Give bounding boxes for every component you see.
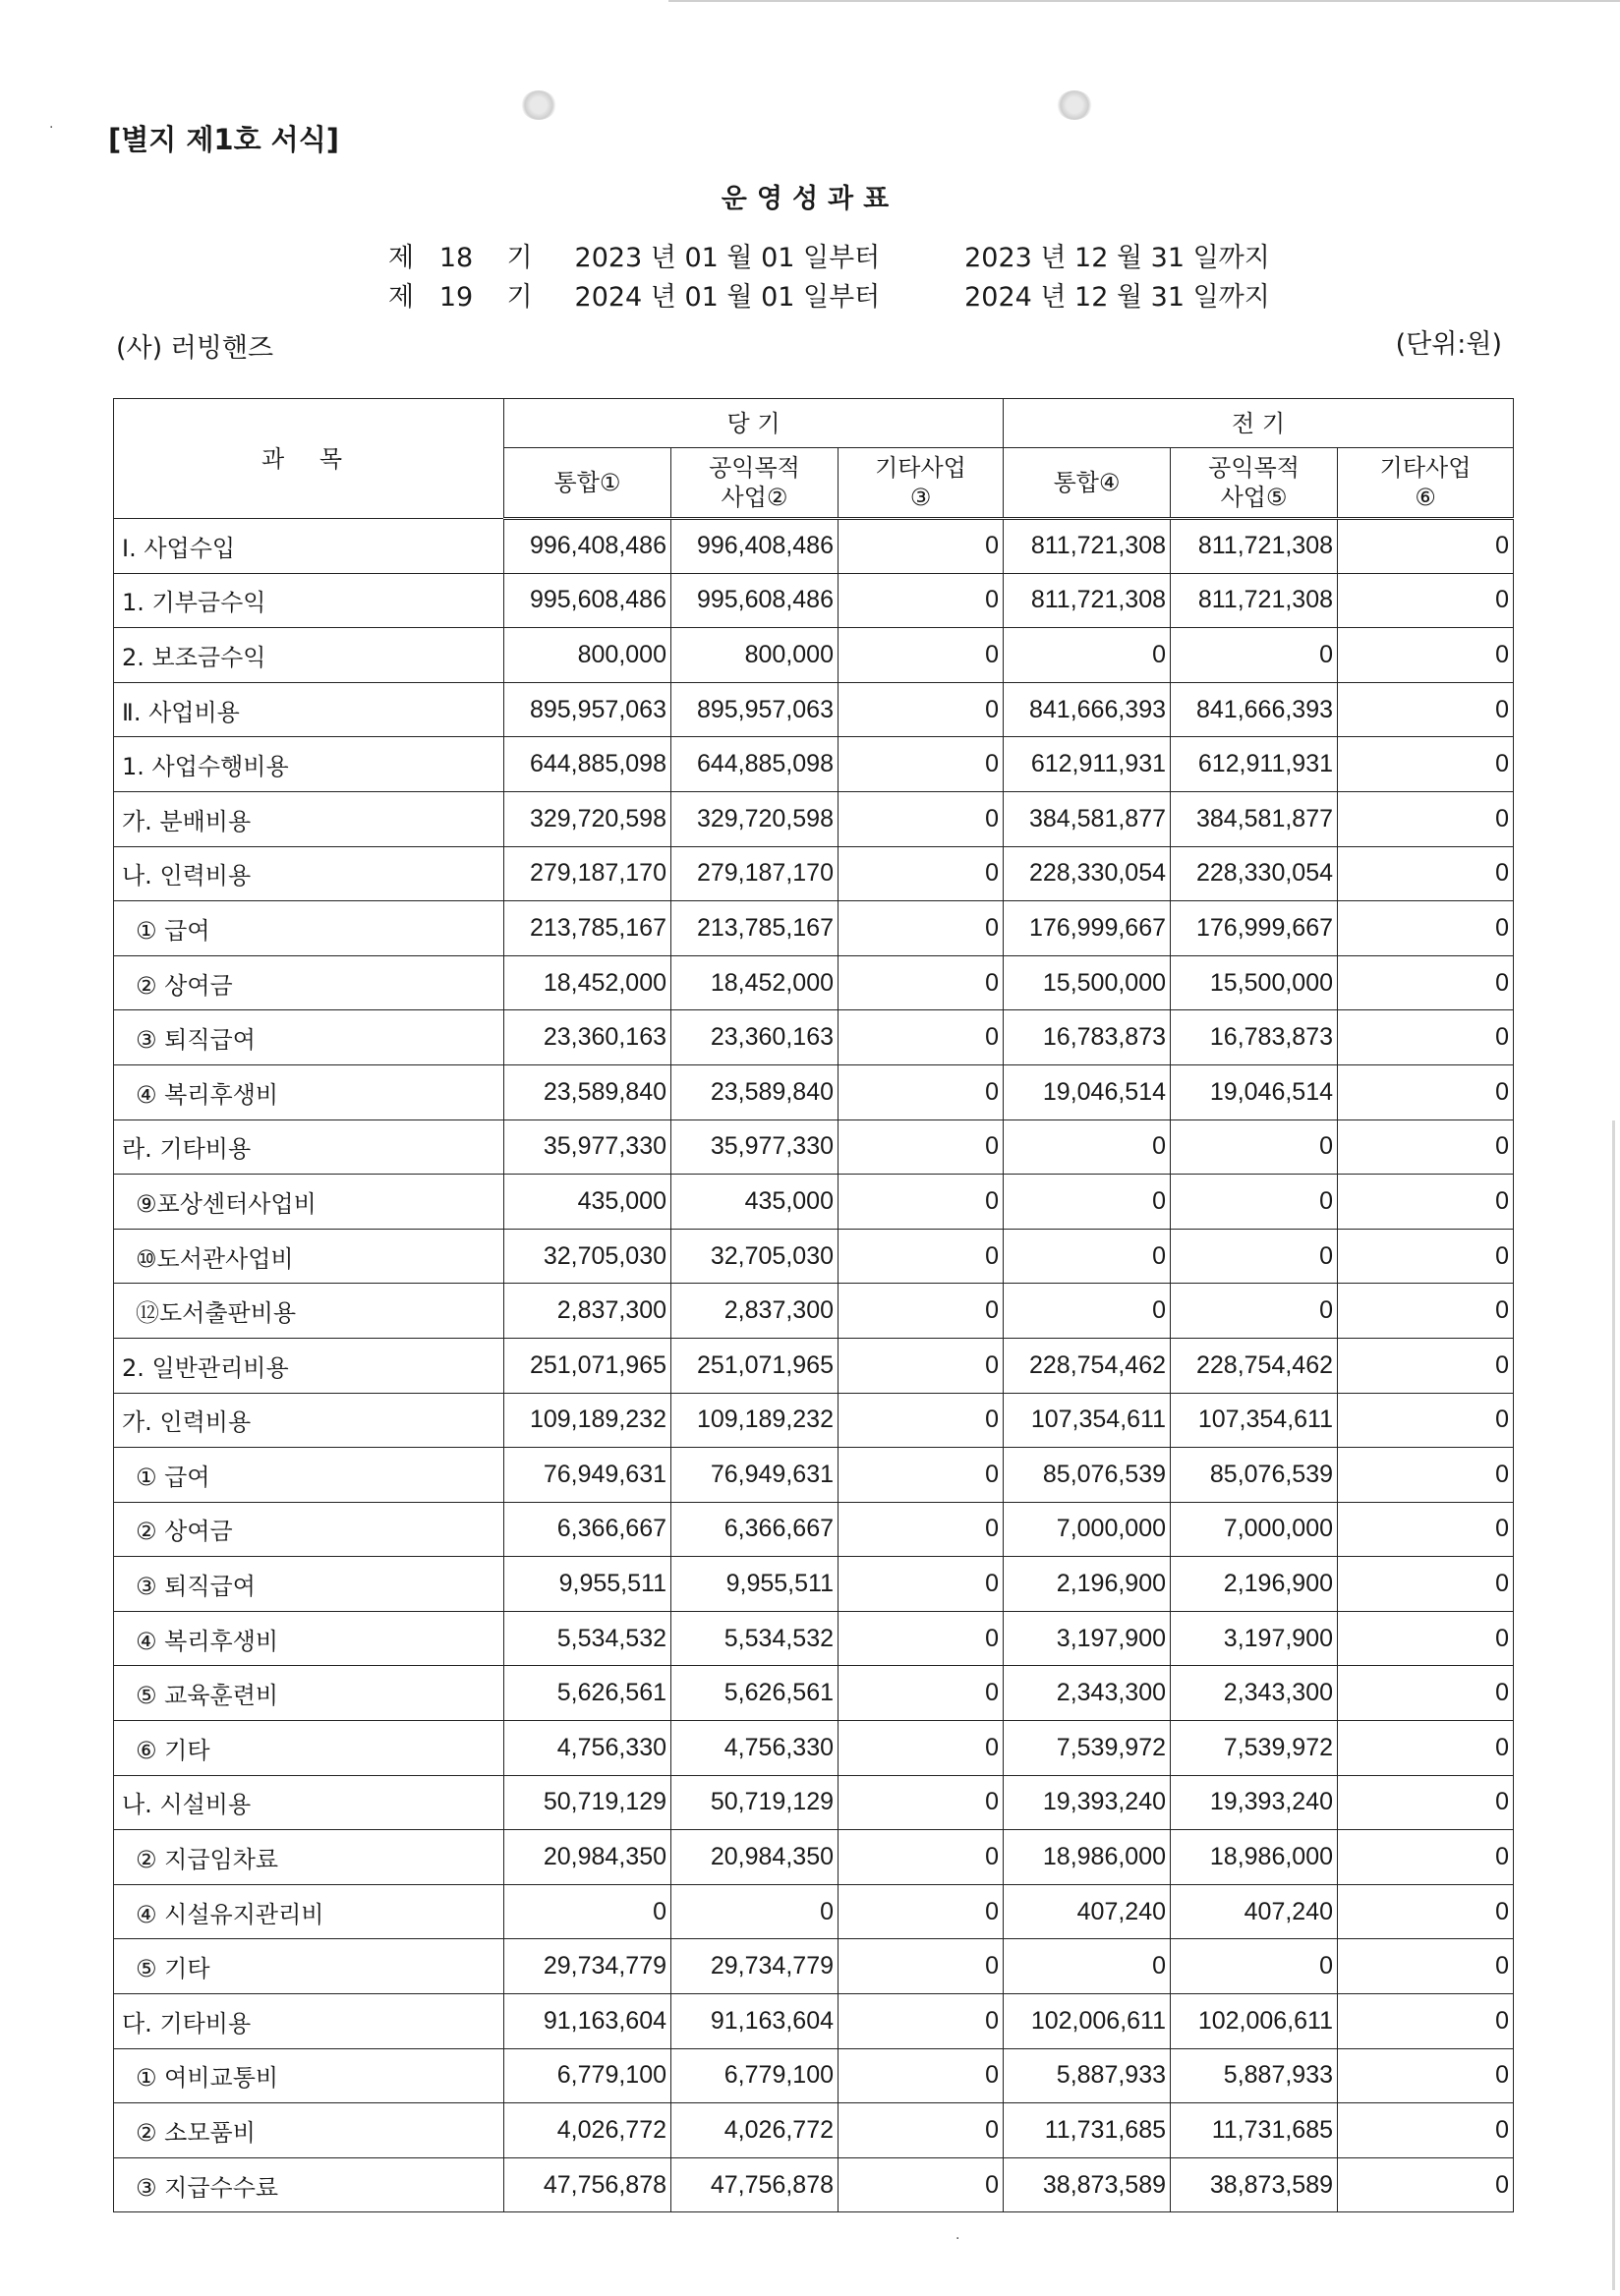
row-item-label: ① 급여 — [114, 1448, 504, 1503]
table-row — [114, 955, 1514, 1010]
row-value-col-6: 0 — [1338, 1064, 1514, 1119]
row-value-col-6: 0 — [1338, 1830, 1514, 1885]
row-value-col-6: 0 — [1338, 1666, 1514, 1721]
row-value-col-3: 0 — [839, 1064, 1004, 1119]
row-value-col-2: 9,955,511 — [671, 1557, 839, 1612]
row-value-col-1: 4,026,772 — [504, 2103, 671, 2158]
row-value-col-6: 0 — [1338, 1284, 1514, 1339]
row-value-col-3: 0 — [839, 737, 1004, 792]
row-item-label: ① 여비교통비 — [114, 2048, 504, 2103]
row-value-col-6: 0 — [1338, 846, 1514, 901]
row-value-col-6: 0 — [1338, 1448, 1514, 1503]
header-column-2: 공익목적 사업② — [671, 448, 839, 519]
row-value-col-2: 32,705,030 — [671, 1229, 839, 1284]
table-row — [114, 1064, 1514, 1119]
row-value-col-2: 6,779,100 — [671, 2048, 839, 2103]
row-value-col-5: 2,343,300 — [1171, 1666, 1338, 1721]
row-item-label: ② 상여금 — [114, 1502, 504, 1557]
row-value-col-3: 0 — [839, 2103, 1004, 2158]
row-value-col-1: 32,705,030 — [504, 1229, 671, 1284]
row-value-col-4: 841,666,393 — [1004, 682, 1171, 737]
row-value-col-2: 279,187,170 — [671, 846, 839, 901]
row-value-col-4: 0 — [1004, 628, 1171, 683]
unit-label: (단위:원) — [1395, 329, 1502, 360]
row-value-col-1: 9,955,511 — [504, 1557, 671, 1612]
row-item-label: 나. 인력비용 — [114, 846, 504, 901]
scan-edge — [668, 0, 1620, 18]
row-value-col-1: 35,977,330 — [504, 1119, 671, 1175]
row-value-col-4: 7,000,000 — [1004, 1502, 1171, 1557]
row-value-col-2: 2,837,300 — [671, 1284, 839, 1339]
row-value-col-2: 329,720,598 — [671, 791, 839, 846]
row-value-col-6: 0 — [1338, 2048, 1514, 2103]
row-value-col-4: 407,240 — [1004, 1884, 1171, 1939]
row-value-col-2: 435,000 — [671, 1175, 839, 1230]
row-value-col-5: 85,076,539 — [1171, 1448, 1338, 1503]
period-line-18: 제 18 기 2023 년 01 월 01 일부터 2023 년 12 월 31 일까지 — [388, 243, 1270, 273]
row-item-label: ④ 복리후생비 — [114, 1611, 504, 1666]
row-value-col-1: 995,608,486 — [504, 573, 671, 628]
row-value-col-4: 0 — [1004, 1175, 1171, 1230]
row-value-col-4: 2,343,300 — [1004, 1666, 1171, 1721]
row-value-col-3: 0 — [839, 1119, 1004, 1175]
row-value-col-6: 0 — [1338, 1010, 1514, 1065]
row-value-col-3: 0 — [839, 901, 1004, 956]
row-value-col-5: 0 — [1171, 1939, 1338, 1994]
row-value-col-4: 7,539,972 — [1004, 1721, 1171, 1776]
row-value-col-1: 18,452,000 — [504, 955, 671, 1010]
row-value-col-3: 0 — [839, 2048, 1004, 2103]
row-item-label: ② 소모품비 — [114, 2103, 504, 2158]
row-value-col-3: 0 — [839, 1175, 1004, 1230]
row-item-label: 가. 인력비용 — [114, 1393, 504, 1448]
row-value-col-2: 76,949,631 — [671, 1448, 839, 1503]
table-row — [114, 519, 1514, 574]
row-item-label: 2. 일반관리비용 — [114, 1338, 504, 1393]
table-row — [114, 1666, 1514, 1721]
row-value-col-2: 251,071,965 — [671, 1338, 839, 1393]
row-value-col-1: 0 — [504, 1884, 671, 1939]
row-value-col-6: 0 — [1338, 1229, 1514, 1284]
row-value-col-4: 228,754,462 — [1004, 1338, 1171, 1393]
table-row — [114, 2103, 1514, 2158]
row-value-col-5: 7,000,000 — [1171, 1502, 1338, 1557]
row-value-col-4: 107,354,611 — [1004, 1393, 1171, 1448]
table-row — [114, 1502, 1514, 1557]
row-value-col-4: 0 — [1004, 1119, 1171, 1175]
row-value-col-6: 0 — [1338, 2103, 1514, 2158]
row-value-col-4: 176,999,667 — [1004, 901, 1171, 956]
row-value-col-4: 811,721,308 — [1004, 519, 1171, 574]
row-value-col-2: 29,734,779 — [671, 1939, 839, 1994]
table-row — [114, 1338, 1514, 1393]
row-value-col-5: 16,783,873 — [1171, 1010, 1338, 1065]
row-item-label: 1. 사업수행비용 — [114, 737, 504, 792]
row-value-col-3: 0 — [839, 955, 1004, 1010]
row-value-col-5: 228,754,462 — [1171, 1338, 1338, 1393]
row-value-col-6: 0 — [1338, 1119, 1514, 1175]
row-item-label: Ⅰ. 사업수입 — [114, 519, 504, 574]
row-item-label: ② 지급임차료 — [114, 1830, 504, 1885]
header-column-6: 기타사업 ⑥ — [1338, 448, 1514, 519]
row-value-col-2: 18,452,000 — [671, 955, 839, 1010]
row-value-col-3: 0 — [839, 1393, 1004, 1448]
row-value-col-2: 5,626,561 — [671, 1666, 839, 1721]
row-value-col-3: 0 — [839, 1557, 1004, 1612]
row-item-label: 가. 분배비용 — [114, 791, 504, 846]
row-value-col-3: 0 — [839, 791, 1004, 846]
row-value-col-3: 0 — [839, 2157, 1004, 2212]
row-value-col-4: 811,721,308 — [1004, 573, 1171, 628]
row-value-col-3: 0 — [839, 1448, 1004, 1503]
row-value-col-2: 895,957,063 — [671, 682, 839, 737]
row-item-label: ① 급여 — [114, 901, 504, 956]
row-value-col-6: 0 — [1338, 1393, 1514, 1448]
document-title: 운영성과표 — [721, 184, 899, 214]
header-current-period: 당 기 — [504, 399, 1004, 448]
row-value-col-5: 0 — [1171, 1229, 1338, 1284]
row-value-col-5: 18,986,000 — [1171, 1830, 1338, 1885]
row-value-col-1: 435,000 — [504, 1175, 671, 1230]
row-item-label: ⑨포상센터사업비 — [114, 1175, 504, 1230]
row-item-label: ⑥ 기타 — [114, 1721, 504, 1776]
row-value-col-5: 841,666,393 — [1171, 682, 1338, 737]
row-value-col-6: 0 — [1338, 1557, 1514, 1612]
row-value-col-5: 811,721,308 — [1171, 573, 1338, 628]
row-value-col-4: 0 — [1004, 1939, 1171, 1994]
row-value-col-3: 0 — [839, 1775, 1004, 1830]
row-item-label: ⑤ 교육훈련비 — [114, 1666, 504, 1721]
row-value-col-5: 228,330,054 — [1171, 846, 1338, 901]
row-item-label: Ⅱ. 사업비용 — [114, 682, 504, 737]
row-value-col-4: 38,873,589 — [1004, 2157, 1171, 2212]
row-value-col-1: 644,885,098 — [504, 737, 671, 792]
row-value-col-3: 0 — [839, 682, 1004, 737]
table-row — [114, 737, 1514, 792]
row-value-col-1: 329,720,598 — [504, 791, 671, 846]
row-value-col-4: 3,197,900 — [1004, 1611, 1171, 1666]
row-value-col-6: 0 — [1338, 1775, 1514, 1830]
row-item-label: 1. 기부금수익 — [114, 573, 504, 628]
row-value-col-3: 0 — [839, 1939, 1004, 1994]
row-value-col-1: 6,366,667 — [504, 1502, 671, 1557]
row-value-col-4: 102,006,611 — [1004, 1994, 1171, 2049]
row-value-col-2: 0 — [671, 1884, 839, 1939]
row-value-col-4: 85,076,539 — [1004, 1448, 1171, 1503]
row-item-label: ② 상여금 — [114, 955, 504, 1010]
row-value-col-5: 2,196,900 — [1171, 1557, 1338, 1612]
row-value-col-6: 0 — [1338, 1721, 1514, 1776]
row-value-col-2: 996,408,486 — [671, 519, 839, 574]
row-value-col-4: 11,731,685 — [1004, 2103, 1171, 2158]
row-value-col-1: 50,719,129 — [504, 1775, 671, 1830]
row-value-col-3: 0 — [839, 1502, 1004, 1557]
header-column-5: 공익목적 사업⑤ — [1171, 448, 1338, 519]
header-column-3: 기타사업 ③ — [839, 448, 1004, 519]
row-value-col-3: 0 — [839, 628, 1004, 683]
row-value-col-6: 0 — [1338, 519, 1514, 574]
table-row — [114, 2048, 1514, 2103]
row-value-col-1: 213,785,167 — [504, 901, 671, 956]
row-value-col-3: 0 — [839, 1611, 1004, 1666]
row-value-col-4: 228,330,054 — [1004, 846, 1171, 901]
row-item-label: ③ 지급수수료 — [114, 2157, 504, 2212]
row-item-label: ⑫도서출판비용 — [114, 1284, 504, 1339]
row-value-col-6: 0 — [1338, 682, 1514, 737]
row-item-label: 2. 보조금수익 — [114, 628, 504, 683]
row-value-col-1: 29,734,779 — [504, 1939, 671, 1994]
row-value-col-6: 0 — [1338, 955, 1514, 1010]
row-value-col-6: 0 — [1338, 1611, 1514, 1666]
row-item-label: 나. 시설비용 — [114, 1775, 504, 1830]
table-row — [114, 1119, 1514, 1175]
row-value-col-2: 23,589,840 — [671, 1064, 839, 1119]
row-value-col-5: 19,046,514 — [1171, 1064, 1338, 1119]
table-row — [114, 2157, 1514, 2212]
table-row — [114, 1010, 1514, 1065]
header-prior-period: 전 기 — [1004, 399, 1514, 448]
row-value-col-6: 0 — [1338, 901, 1514, 956]
table-row — [114, 628, 1514, 683]
row-value-col-1: 895,957,063 — [504, 682, 671, 737]
row-value-col-2: 20,984,350 — [671, 1830, 839, 1885]
table-row — [114, 1884, 1514, 1939]
row-value-col-4: 0 — [1004, 1284, 1171, 1339]
row-value-col-3: 0 — [839, 1830, 1004, 1885]
row-value-col-2: 6,366,667 — [671, 1502, 839, 1557]
row-value-col-5: 176,999,667 — [1171, 901, 1338, 956]
row-value-col-3: 0 — [839, 1666, 1004, 1721]
table-row — [114, 1557, 1514, 1612]
row-value-col-4: 612,911,931 — [1004, 737, 1171, 792]
row-value-col-6: 0 — [1338, 791, 1514, 846]
row-value-col-3: 0 — [839, 1229, 1004, 1284]
table-row — [114, 1775, 1514, 1830]
row-value-col-2: 50,719,129 — [671, 1775, 839, 1830]
table-row — [114, 1393, 1514, 1448]
row-value-col-5: 811,721,308 — [1171, 519, 1338, 574]
row-item-label: ③ 퇴직급여 — [114, 1557, 504, 1612]
row-value-col-2: 4,756,330 — [671, 1721, 839, 1776]
row-value-col-2: 109,189,232 — [671, 1393, 839, 1448]
row-value-col-2: 23,360,163 — [671, 1010, 839, 1065]
row-value-col-2: 91,163,604 — [671, 1994, 839, 2049]
row-value-col-4: 5,887,933 — [1004, 2048, 1171, 2103]
row-value-col-1: 996,408,486 — [504, 519, 671, 574]
table-row — [114, 1611, 1514, 1666]
row-value-col-3: 0 — [839, 1338, 1004, 1393]
scan-speck: · — [49, 120, 54, 136]
table-row — [114, 1721, 1514, 1776]
row-value-col-5: 0 — [1171, 1119, 1338, 1175]
row-value-col-1: 2,837,300 — [504, 1284, 671, 1339]
row-value-col-2: 5,534,532 — [671, 1611, 839, 1666]
table-row — [114, 1284, 1514, 1339]
row-value-col-6: 0 — [1338, 737, 1514, 792]
row-value-col-6: 0 — [1338, 1994, 1514, 2049]
row-value-col-2: 213,785,167 — [671, 901, 839, 956]
scan-edge — [1612, 1120, 1615, 2290]
row-value-col-4: 16,783,873 — [1004, 1010, 1171, 1065]
row-value-col-3: 0 — [839, 1884, 1004, 1939]
row-value-col-5: 0 — [1171, 1284, 1338, 1339]
row-value-col-5: 7,539,972 — [1171, 1721, 1338, 1776]
row-value-col-1: 109,189,232 — [504, 1393, 671, 1448]
table-row — [114, 1939, 1514, 1994]
table-row — [114, 846, 1514, 901]
row-value-col-5: 0 — [1171, 1175, 1338, 1230]
header-subject: 과 목 — [114, 399, 504, 519]
row-value-col-1: 23,589,840 — [504, 1064, 671, 1119]
row-value-col-4: 2,196,900 — [1004, 1557, 1171, 1612]
row-value-col-5: 11,731,685 — [1171, 2103, 1338, 2158]
company-name: (사) 러빙핸즈 — [116, 333, 274, 364]
period-line-19: 제 19 기 2024 년 01 월 01 일부터 2024 년 12 월 31 일까지 — [388, 282, 1270, 313]
row-value-col-1: 91,163,604 — [504, 1994, 671, 2049]
table-row — [114, 1830, 1514, 1885]
row-value-col-2: 995,608,486 — [671, 573, 839, 628]
row-value-col-1: 6,779,100 — [504, 2048, 671, 2103]
table-row — [114, 1175, 1514, 1230]
row-value-col-4: 19,046,514 — [1004, 1064, 1171, 1119]
row-value-col-6: 0 — [1338, 1502, 1514, 1557]
row-value-col-6: 0 — [1338, 628, 1514, 683]
row-value-col-1: 20,984,350 — [504, 1830, 671, 1885]
table-row — [114, 1448, 1514, 1503]
row-value-col-5: 407,240 — [1171, 1884, 1338, 1939]
row-value-col-1: 47,756,878 — [504, 2157, 671, 2212]
header-column-1: 통합① — [504, 448, 671, 519]
table-row — [114, 901, 1514, 956]
row-value-col-6: 0 — [1338, 2157, 1514, 2212]
row-value-col-6: 0 — [1338, 1884, 1514, 1939]
row-item-label: ④ 시설유지관리비 — [114, 1884, 504, 1939]
form-tag: [별지 제1호 서식] — [108, 123, 339, 156]
row-value-col-5: 19,393,240 — [1171, 1775, 1338, 1830]
row-value-col-1: 5,534,532 — [504, 1611, 671, 1666]
row-value-col-3: 0 — [839, 573, 1004, 628]
punch-hole-mark — [521, 90, 556, 120]
row-value-col-1: 251,071,965 — [504, 1338, 671, 1393]
row-value-col-1: 279,187,170 — [504, 846, 671, 901]
row-value-col-4: 19,393,240 — [1004, 1775, 1171, 1830]
row-value-col-4: 384,581,877 — [1004, 791, 1171, 846]
row-value-col-1: 23,360,163 — [504, 1010, 671, 1065]
punch-hole-mark — [1057, 90, 1092, 120]
row-value-col-3: 0 — [839, 1010, 1004, 1065]
row-value-col-3: 0 — [839, 1994, 1004, 2049]
row-value-col-5: 38,873,589 — [1171, 2157, 1338, 2212]
row-value-col-5: 0 — [1171, 628, 1338, 683]
row-value-col-5: 3,197,900 — [1171, 1611, 1338, 1666]
scan-speck: · — [955, 2231, 960, 2247]
row-value-col-6: 0 — [1338, 1338, 1514, 1393]
row-value-col-2: 35,977,330 — [671, 1119, 839, 1175]
row-value-col-5: 107,354,611 — [1171, 1393, 1338, 1448]
row-value-col-2: 47,756,878 — [671, 2157, 839, 2212]
row-value-col-5: 5,887,933 — [1171, 2048, 1338, 2103]
row-item-label: ③ 퇴직급여 — [114, 1010, 504, 1065]
table-row — [114, 1229, 1514, 1284]
row-value-col-3: 0 — [839, 519, 1004, 574]
row-value-col-2: 800,000 — [671, 628, 839, 683]
table-row — [114, 573, 1514, 628]
row-value-col-3: 0 — [839, 1284, 1004, 1339]
row-value-col-6: 0 — [1338, 573, 1514, 628]
row-value-col-1: 800,000 — [504, 628, 671, 683]
row-value-col-5: 15,500,000 — [1171, 955, 1338, 1010]
row-value-col-2: 644,885,098 — [671, 737, 839, 792]
row-value-col-4: 18,986,000 — [1004, 1830, 1171, 1885]
operating-results-table — [113, 398, 1514, 2212]
row-item-label: 라. 기타비용 — [114, 1119, 504, 1175]
row-value-col-5: 102,006,611 — [1171, 1994, 1338, 2049]
row-value-col-1: 5,626,561 — [504, 1666, 671, 1721]
row-value-col-4: 0 — [1004, 1229, 1171, 1284]
row-value-col-3: 0 — [839, 846, 1004, 901]
table-row — [114, 682, 1514, 737]
row-value-col-5: 384,581,877 — [1171, 791, 1338, 846]
row-item-label: ⑩도서관사업비 — [114, 1229, 504, 1284]
row-item-label: ④ 복리후생비 — [114, 1064, 504, 1119]
row-value-col-2: 4,026,772 — [671, 2103, 839, 2158]
table-row — [114, 791, 1514, 846]
row-value-col-1: 76,949,631 — [504, 1448, 671, 1503]
row-item-label: 다. 기타비용 — [114, 1994, 504, 2049]
row-value-col-6: 0 — [1338, 1175, 1514, 1230]
row-value-col-5: 612,911,931 — [1171, 737, 1338, 792]
row-value-col-6: 0 — [1338, 1939, 1514, 1994]
row-item-label: ⑤ 기타 — [114, 1939, 504, 1994]
header-column-4: 통합④ — [1004, 448, 1171, 519]
row-value-col-1: 4,756,330 — [504, 1721, 671, 1776]
row-value-col-4: 15,500,000 — [1004, 955, 1171, 1010]
row-value-col-3: 0 — [839, 1721, 1004, 1776]
table-row — [114, 1994, 1514, 2049]
